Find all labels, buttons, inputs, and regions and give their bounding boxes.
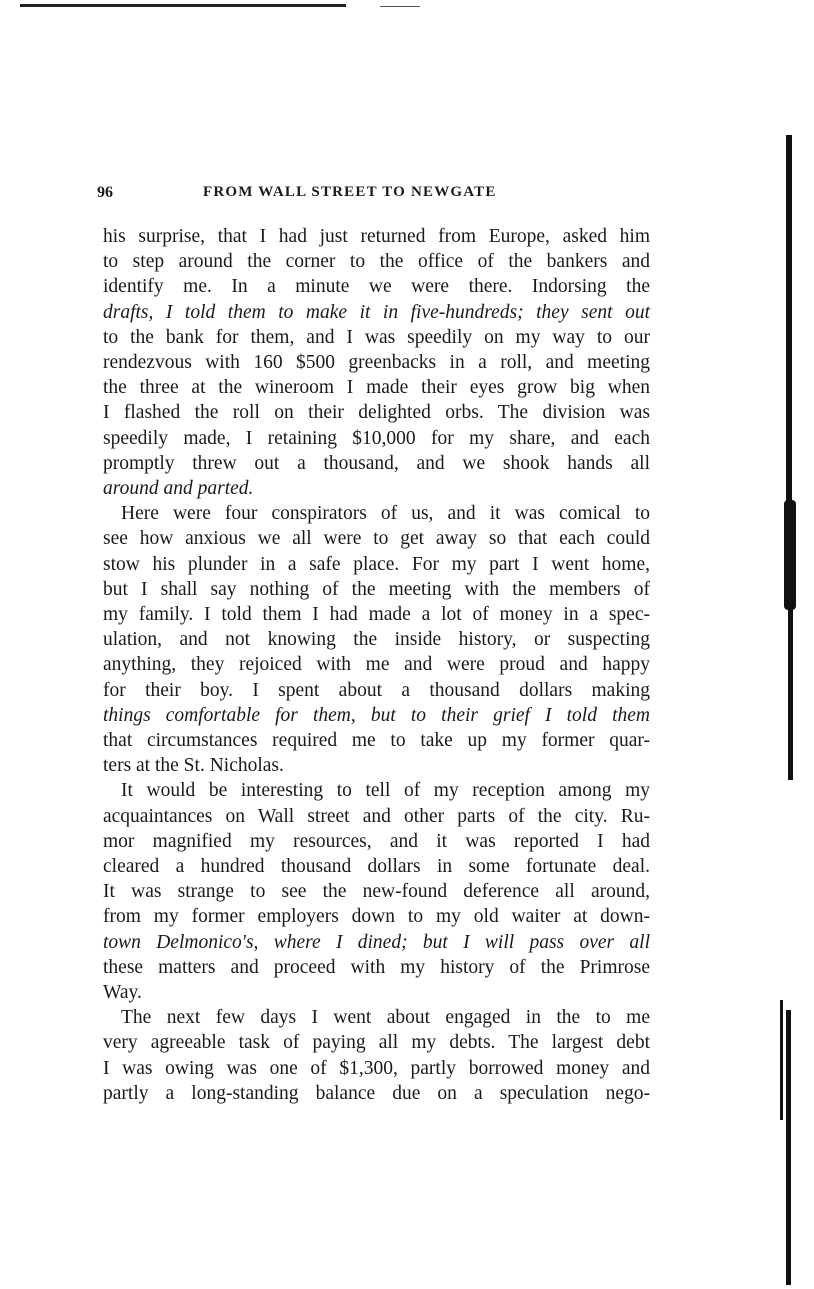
text-line: see how anxious we all were to get away so that each could: [103, 528, 650, 550]
text-line: very agreeable task of paying all my debts. The largest debt: [103, 1032, 650, 1054]
text-line: to the bank for them, and I was speedily on my way to our: [103, 326, 650, 348]
text-line: I was owing was one of $1,300, partly borrowed money and: [103, 1057, 650, 1079]
text-line: promptly threw out a thousand, and we shook hands all: [103, 452, 650, 474]
scan-edge-line: [20, 4, 346, 7]
text-line: anything, they rejoiced with me and were proud and happy: [103, 654, 650, 676]
page-number: 96: [97, 184, 113, 201]
text-line: ters at the St. Nicholas.: [103, 755, 284, 777]
text-line: mor magnified my resources, and it was reported I had: [103, 830, 650, 852]
text-line: speedily made, I retaining $10,000 for my share, and each: [103, 427, 650, 449]
text-line: but I shall say nothing of the meeting with the members of: [103, 578, 650, 600]
scan-binding-shadow: [786, 1010, 791, 1285]
text-line: ulation, and not knowing the inside history, or suspecting: [103, 629, 650, 651]
running-title: FROM WALL STREET TO NEWGATE: [203, 184, 497, 200]
text-line: his surprise, that I had just returned from Europe, asked him: [103, 226, 650, 247]
text-line: the three at the wineroom I made their eyes grow big when: [103, 377, 650, 399]
text-line: my family. I told them I had made a lot of money in a spec-: [103, 604, 650, 625]
text-line: from my former employers down to my old waiter at down-: [103, 906, 650, 928]
text-line: I flashed the roll on their delighted orbs. The division was: [103, 402, 650, 424]
text-line: It would be interesting to tell of my reception among my: [121, 780, 650, 802]
text-line: drafts, I told them to make it in five-hundreds; they sent out: [103, 301, 650, 323]
scan-binding-shadow: [780, 1000, 783, 1120]
text-line: these matters and proceed with my history of the Primrose: [103, 956, 650, 978]
scan-binding-shadow: [784, 500, 796, 610]
text-line: around and parted.: [103, 478, 254, 499]
text-line: that circumstances required me to take up my former quar-: [103, 730, 650, 751]
text-line: It was strange to see the new-found deference all around,: [103, 881, 650, 903]
text-line: things comfortable for them, but to their grief I told them: [103, 704, 650, 726]
text-line: Here were four conspirators of us, and it was comical to: [121, 503, 650, 525]
text-line: The next few days I went about engaged in the to me: [121, 1007, 650, 1029]
text-line: rendezvous with 160 $500 greenbacks in a roll, and meeting: [103, 352, 650, 373]
text-line: identify me. In a minute we were there. Indorsing the: [103, 276, 650, 298]
scan-binding-shadow: [788, 600, 793, 780]
scan-binding-shadow: [786, 135, 792, 530]
text-line: for their boy. I spent about a thousand dollars making: [103, 679, 650, 701]
scan-edge-line: [380, 6, 420, 7]
text-line: stow his plunder in a safe place. For my part I went home,: [103, 553, 650, 575]
text-line: to step around the corner to the office of the bankers and: [103, 251, 650, 273]
text-line: acquaintances on Wall street and other parts of the city. Ru-: [103, 805, 650, 827]
text-line: cleared a hundred thousand dollars in some fortunate deal.: [103, 856, 650, 877]
text-line: Way.: [103, 982, 142, 1003]
text-line: town Delmonico's, where I dined; but I will pass over all: [103, 931, 650, 953]
text-line: partly a long-standing balance due on a speculation nego-: [103, 1082, 650, 1104]
